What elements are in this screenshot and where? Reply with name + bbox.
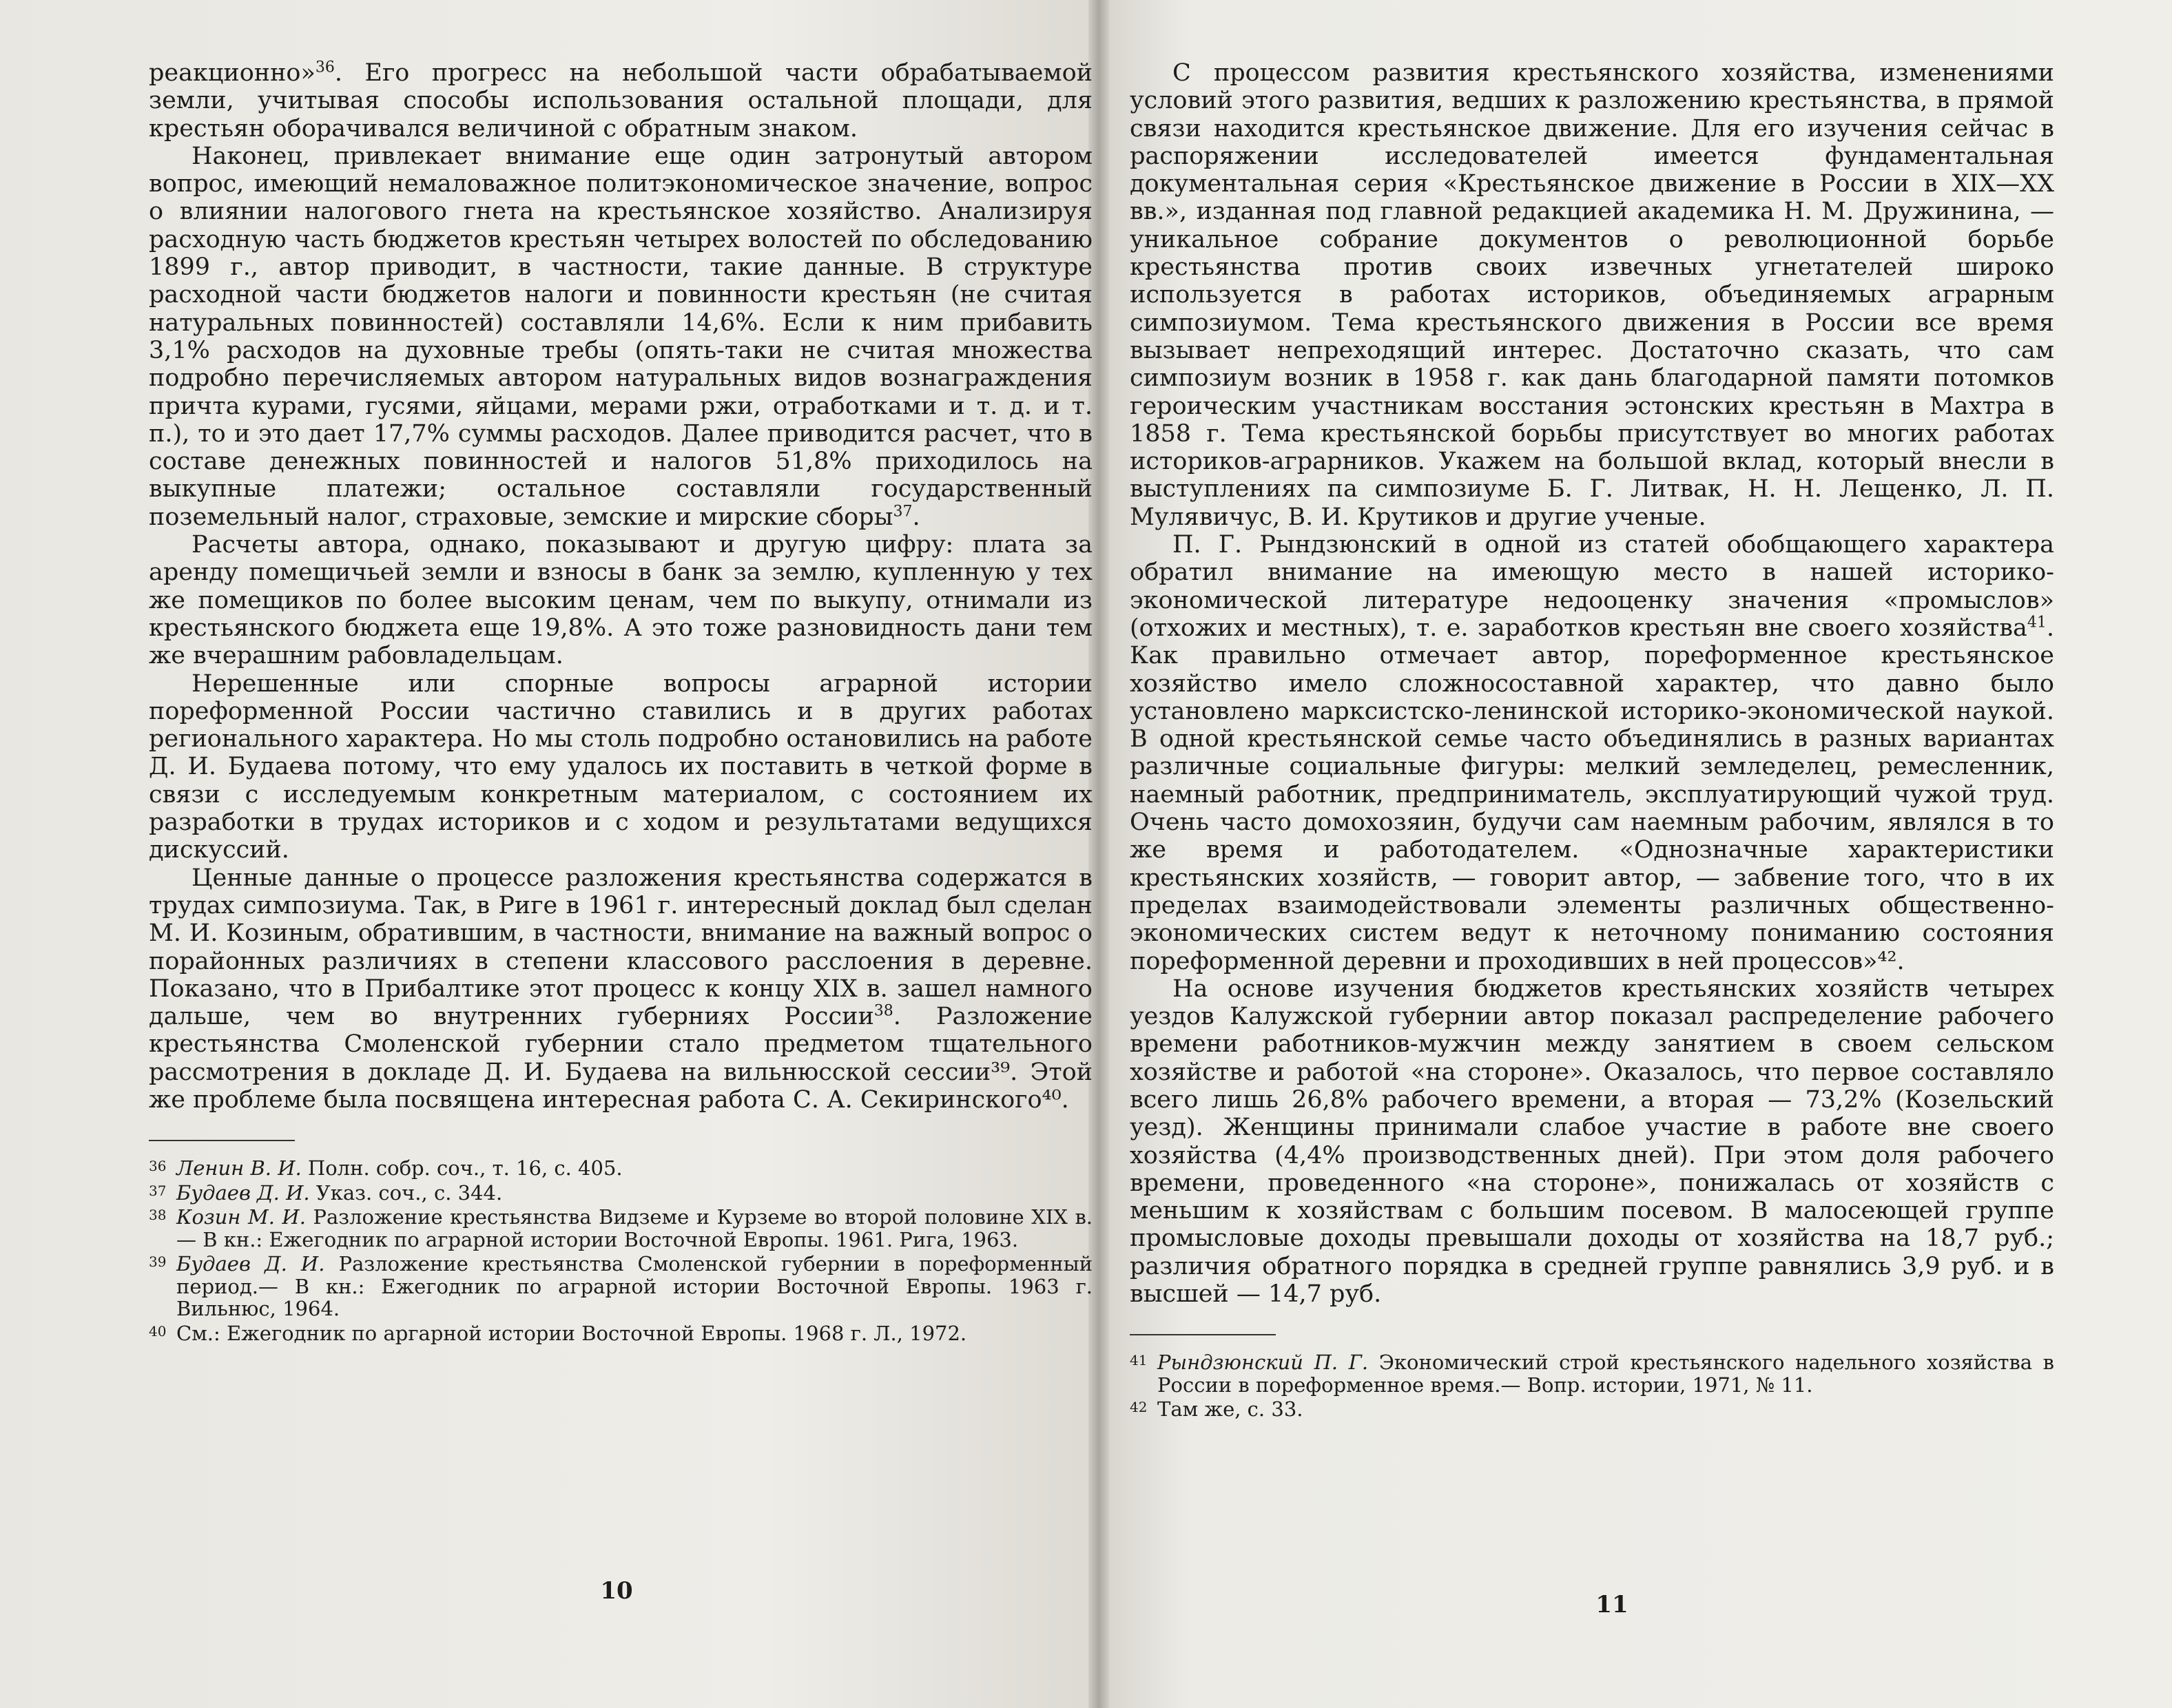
paragraph: С процессом развития крестьянского хозяйства, изменениями условий этого развития, ведших к разложению крестьянства, в прямой связи находится крестьянское движение. Для его изучения сейчас в распоряжении исследователей имеется фундаментальная документальная серия «Крестьянское движение в России в XIX—XX вв.», изданная под главной редакцией академика Н. М. Дружинина, — уникальное собрание документов о революционной борьбе крестьянства против своих извечных угнетателей широко используется в работах историков, объединяемых аграрным симпозиумом. Тема крестьянского движения в России все время вызывает непреходящий интерес. Достаточно сказать, что сам симпозиум возник в 1958 г. как дань благодарной памяти потомков героическим участникам восстания эстонских крестьян в Махтра в 1858 г. Тема крестьянской борьбы присутствует во многих работах историков-аграрников. Укажем на большой вклад, который внесли в выступлениях па симпозиуме Б. Г. Литвак, Н. Н. Лещенко, Л. П. Мулявичус, В. И. Крутиков и другие ученые. xyxy=(1130,59,2054,531)
paragraph: Наконец, привлекает внимание еще один затронутый автором вопрос, имеющий немаловажное политэкономическое значение, вопрос о влиянии налогового гнета на крестьянское хозяйство. Анализируя расходную часть бюджетов крестьян четырех волостей по обследованию 1899 г., автор приводит, в частности, такие данные. В структуре расходной части бюджетов налоги и повинности крестьян (не считая натуральных повинностей) составляли 14,6%. Если к ним прибавить 3,1% расходов на духовные требы (опять-таки не считая множества подробно перечисляемых автором натуральных видов вознаграждения причта курами, гусями, яйцами, мерами ржи, отработками и т. д. и т. п.), то и это дает 17,7% суммы расходов. Далее приводится расчет, что в составе денежных повинностей и налогов 51,8% приходилось на выкупные платежи; остальное составляли государственный поземельный налог, страховые, земские и мирские сборы$^{37}$. xyxy=(149,142,1093,531)
footnote-rule xyxy=(1130,1334,1276,1335)
paragraph: реакционно»$^{36}$. Его прогресс на небольшой части обрабатываемой земли, учитывая способы использования остальной площади, для крестьян оборачивался величиной с обратным знаком. xyxy=(149,59,1093,143)
left-text-column xyxy=(149,59,1093,1344)
footnote: 38 Козин М. И. Разложение крестьянства Видземе и Курземе во второй половине XIX в.— В кн.: Ежегодник по аграрной истории Восточной Европы. 1961. Рига, 1963. xyxy=(149,1205,1093,1251)
paragraph: Расчеты автора, однако, показывают и другую цифру: плата за аренду помещичьей земли и взносы в банк за землю, купленную у тех же помещиков по более высоким ценам, чем по выкупу, отнимали из крестьянского бюджета еще 19,8%. А это тоже разновидность дани тем же вчерашним рабовладельцам. xyxy=(149,531,1093,670)
footnote: 36 Ленин В. И. Полн. собр. соч., т. 16, с. 405. xyxy=(149,1156,623,1180)
page-number: 11 xyxy=(1595,1591,1628,1618)
paragraph: Ценные данные о процессе разложения крестьянства содержатся в трудах симпозиума. Так, в Риге в 1961 г. интересный доклад был сделан М. И. Козиным, обратившим, в частности, внимание на важный вопрос о порайонных различиях в степени классового расслоения в деревне. Показано, что в Прибалтике этот процесс к концу XIX в. зашел намного дальше, чем во внутренних губерниях России$^{38}$. Разложение крестьянства Смоленской губернии стало предметом тщательного рассмотрения в докладе Д. И. Будаева на вильнюсской сессии³⁹. Этой же проблеме была посвящена интересная работа С. А. Секиринского⁴⁰. xyxy=(149,864,1093,1114)
right-text-column xyxy=(1130,59,2054,1421)
footnote: 41 Рындзюнский П. Г. Экономический строй крестьянского надельного хозяйства в России в пореформенное время.— Вопр. истории, 1971, № 11. xyxy=(1130,1351,2054,1397)
footnote: 42 Там же, с. 33. xyxy=(1130,1397,1303,1421)
paragraph: На основе изучения бюджетов крестьянских хозяйств четырех уездов Калужской губернии автор показал распределение рабочего времени работников-мужчин между занятием в своем сельском хозяйстве и работой «на стороне». Оказалось, что первое составляло всего лишь 26,8% рабочего времени, а вторая — 73,2% (Козельский уезд). Женщины принимали слабое участие в работе вне своего хозяйства (4,4% производственных дней). При этом доля рабочего времени, проведенного «на стороне», понижалась от хозяйств с меньшим к хозяйствам с большим посевом. В малосеющей группе промысловые доходы превышали доходы от хозяйства на 18,7 руб.; различия обратного порядка в средней группе равнялись 3,9 руб. и в высшей — 14,7 руб. xyxy=(1130,975,2054,1309)
footnote-rule xyxy=(149,1140,295,1141)
paragraph: П. Г. Рындзюнский в одной из статей обобщающего характера обратил внимание на имеющую место в нашей историко-экономической литературе недооценку значения «промыслов» (отхожих и местных), т. е. заработков крестьян вне своего хозяйства$^{41}$. Как правильно отмечает автор, пореформенное крестьянское хозяйство имело сложносоставной характер, что давно было установлено марксистско-ленинской историко-экономической наукой. В одной крестьянской семье часто объединялись в разных вариантах различные социальные фигуры: мелкий земледелец, ремесленник, наемный работник, предприниматель, эксплуатирующий чужой труд. Очень часто домохозяин, будучи сам наемным рабочим, являлся в то же время и работодателем. «Однозначные характеристики крестьянских хозяйств, — говорит автор, — забвение того, что в их пределах взаимодействовали элементы различных общественно-экономических систем ведут к неточному пониманию состояния пореформенной деревни и проходивших в ней процессов»⁴². xyxy=(1130,531,2054,975)
footnote: 39 Будаев Д. И. Разложение крестьянства Смоленской губернии в пореформенный период.— В кн.: Ежегодник по аграрной истории Восточной Европы. 1963 г. Вильнюс, 1964. xyxy=(149,1252,1093,1321)
paragraph: Нерешенные или спорные вопросы аграрной истории пореформенной России частично ставились и в других работах регионального характера. Но мы столь подробно остановились на работе Д. И. Будаева потому, что ему удалось их поставить в четкой форме в связи с исследуемым конкретным материалом, с состоянием их разработки в трудах историков и с ходом и результатами ведущихся дискуссий. xyxy=(149,669,1093,864)
page-number: 10 xyxy=(600,1577,633,1605)
footnote: 40 См.: Ежегодник по аргарной истории Восточной Европы. 1968 г. Л., 1972. xyxy=(149,1321,967,1345)
footnote: 37 Будаев Д. И. Указ. соч., с. 344. xyxy=(149,1180,503,1205)
